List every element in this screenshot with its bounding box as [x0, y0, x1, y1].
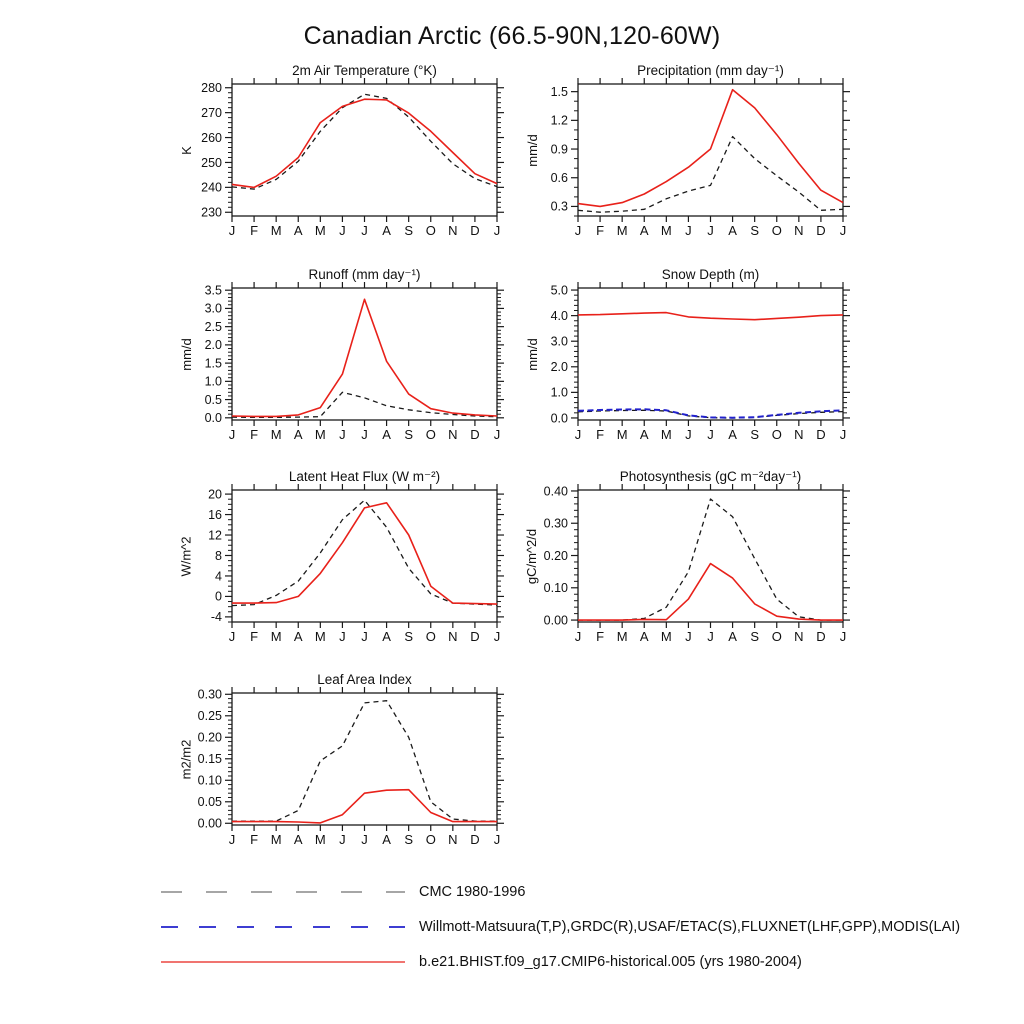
series-line-2: [578, 313, 843, 320]
series-line-0: [232, 94, 497, 189]
month-label: O: [425, 223, 436, 238]
month-label: J: [574, 223, 582, 238]
y-tick-label: 0.00: [543, 613, 568, 628]
y-tick-label: 0.30: [197, 687, 222, 702]
series-line-1: [232, 99, 497, 187]
chart-runoff: [172, 268, 512, 460]
y-axis-label: m2/m2: [178, 739, 194, 779]
y-tick-label: 20: [208, 487, 222, 502]
month-label: J: [493, 832, 501, 847]
month-label: J: [707, 223, 714, 238]
chart-canvas: [172, 64, 512, 256]
month-label: M: [616, 629, 628, 644]
y-tick-label: -4: [210, 610, 222, 625]
y-tick-label: 0.30: [543, 516, 568, 531]
month-label: A: [293, 832, 303, 847]
chart-canvas: [172, 268, 512, 460]
chart-title: Snow Depth (m): [661, 267, 760, 282]
month-label: O: [771, 629, 782, 644]
month-label: J: [228, 629, 236, 644]
y-axis-label: gC/m^2/d: [524, 528, 540, 584]
y-tick-label: 16: [208, 507, 222, 522]
month-label: O: [425, 832, 436, 847]
chart-canvas: [172, 470, 512, 662]
month-label: J: [339, 223, 346, 238]
month-label: O: [425, 427, 436, 442]
legend-label: CMC 1980-1996: [419, 883, 526, 900]
month-label: F: [250, 832, 259, 847]
chart-latent-heat-flux: [172, 470, 512, 662]
month-label: F: [596, 629, 605, 644]
month-label: M: [270, 223, 282, 238]
y-tick-label: 250: [201, 155, 222, 170]
y-tick-label: 2.5: [204, 319, 222, 334]
month-label: D: [470, 832, 480, 847]
y-tick-label: 0.9: [550, 142, 568, 157]
month-label: J: [685, 427, 692, 442]
y-tick-label: 0.5: [204, 392, 222, 407]
chart-title: Latent Heat Flux (W m⁻²): [288, 469, 441, 484]
legend-swatch-dashed-gray: [160, 889, 406, 895]
month-label: M: [314, 223, 326, 238]
month-label: J: [574, 629, 582, 644]
legend-item-observations: [160, 909, 960, 944]
month-label: A: [382, 223, 391, 238]
month-label: A: [639, 427, 649, 442]
legend-swatch-solid-red: [160, 959, 406, 965]
month-label: D: [470, 223, 480, 238]
y-axis-label: K: [178, 145, 194, 155]
y-tick-label: 4: [215, 569, 222, 584]
chart-title: Runoff (mm day⁻¹): [308, 267, 421, 282]
chart-title: Photosynthesis (gC m⁻²day⁻¹): [619, 469, 802, 484]
month-label: N: [448, 223, 458, 238]
month-label: M: [616, 223, 628, 238]
y-axis-label: mm/d: [524, 133, 540, 167]
page-title: Canadian Arctic (66.5-90N,120-60W): [303, 22, 721, 50]
y-tick-label: 0.10: [197, 773, 222, 788]
month-label: F: [596, 223, 605, 238]
y-axis-label: mm/d: [524, 337, 540, 371]
chart-leaf-area-index: [172, 673, 512, 865]
y-tick-label: 0.05: [197, 795, 222, 810]
chart-title: Leaf Area Index: [317, 672, 412, 687]
month-label: A: [728, 427, 737, 442]
y-tick-label: 1.0: [550, 385, 568, 400]
month-label: D: [816, 223, 826, 238]
month-label: N: [794, 223, 804, 238]
y-tick-label: 0: [215, 589, 222, 604]
month-label: S: [404, 223, 414, 238]
month-label: S: [750, 629, 760, 644]
chart-precipitation: [518, 64, 858, 256]
y-tick-label: 4.0: [550, 308, 568, 323]
y-tick-label: 0.6: [550, 171, 568, 186]
axis-box: [578, 288, 843, 420]
month-label: A: [639, 629, 649, 644]
series-line-0: [578, 499, 843, 620]
legend-swatch-dashed-blue: [160, 924, 406, 930]
month-label: A: [382, 427, 391, 442]
y-tick-label: 270: [201, 105, 222, 120]
y-tick-label: 2.0: [550, 360, 568, 375]
month-label: M: [660, 223, 672, 238]
axis-box: [232, 693, 497, 825]
chart-canvas: [172, 673, 512, 865]
month-label: J: [339, 427, 346, 442]
month-label: N: [794, 629, 804, 644]
month-label: J: [574, 427, 582, 442]
month-label: M: [660, 629, 672, 644]
month-label: F: [250, 223, 259, 238]
y-tick-label: 0.40: [543, 484, 568, 499]
axis-box: [232, 288, 497, 420]
month-label: J: [361, 223, 368, 238]
y-tick-label: 0.0: [550, 411, 568, 426]
month-label: J: [228, 832, 236, 847]
month-label: D: [816, 629, 826, 644]
month-label: J: [685, 629, 692, 644]
axis-box: [232, 84, 497, 216]
month-label: J: [228, 427, 236, 442]
series-line-1: [232, 790, 497, 823]
month-label: J: [493, 223, 501, 238]
y-tick-label: 240: [201, 180, 222, 195]
y-tick-label: 280: [201, 81, 222, 96]
y-tick-label: 2.0: [204, 338, 222, 353]
y-tick-label: 0.10: [543, 581, 568, 596]
month-label: A: [639, 223, 649, 238]
month-label: A: [728, 629, 737, 644]
series-line-1: [578, 90, 843, 207]
month-label: M: [314, 427, 326, 442]
month-label: M: [270, 832, 282, 847]
month-label: S: [750, 223, 760, 238]
month-label: M: [314, 832, 326, 847]
month-label: M: [616, 427, 628, 442]
series-line-0: [232, 701, 497, 821]
chart-air-temperature: [172, 64, 512, 256]
y-tick-label: 0.3: [550, 199, 568, 214]
y-tick-label: 1.2: [550, 113, 568, 128]
y-tick-label: 0.00: [197, 816, 222, 831]
series-line-1: [232, 299, 497, 416]
month-label: J: [839, 427, 847, 442]
chart-canvas: [518, 470, 858, 662]
legend-label: b.e21.BHIST.f09_g17.CMIP6-historical.005 (yrs 1980-2004): [419, 953, 802, 970]
month-label: F: [596, 427, 605, 442]
y-axis-label: mm/d: [178, 337, 194, 371]
month-label: J: [339, 832, 346, 847]
legend-label: Willmott-Matsuura(T,P),GRDC(R),USAF/ETAC(S),FLUXNET(LHF,GPP),MODIS(LAI): [419, 918, 961, 935]
y-tick-label: 230: [201, 205, 222, 220]
y-tick-label: 1.0: [204, 374, 222, 389]
month-label: J: [839, 629, 847, 644]
month-label: J: [361, 427, 368, 442]
y-tick-label: 1.5: [550, 84, 568, 99]
month-label: N: [448, 832, 458, 847]
month-label: D: [816, 427, 826, 442]
y-tick-label: 3.0: [204, 301, 222, 316]
month-label: O: [771, 223, 782, 238]
month-label: S: [750, 427, 760, 442]
y-tick-label: 0.15: [197, 752, 222, 767]
month-label: M: [660, 427, 672, 442]
chart-photosynthesis: [518, 470, 858, 662]
month-label: J: [493, 427, 501, 442]
series-line-1: [232, 503, 497, 604]
chart-canvas: [518, 64, 858, 256]
month-label: M: [270, 427, 282, 442]
month-label: J: [839, 223, 847, 238]
y-tick-label: 0.20: [197, 730, 222, 745]
month-label: J: [339, 629, 346, 644]
y-tick-label: 8: [215, 548, 222, 563]
legend: [160, 874, 960, 979]
month-label: S: [404, 629, 414, 644]
month-label: F: [250, 629, 259, 644]
legend-item-model: [160, 944, 960, 979]
y-tick-label: 0.25: [197, 709, 222, 724]
month-label: J: [707, 427, 714, 442]
month-label: S: [404, 832, 414, 847]
month-label: D: [470, 427, 480, 442]
month-label: D: [470, 629, 480, 644]
month-label: A: [293, 629, 303, 644]
month-label: A: [293, 223, 303, 238]
month-label: N: [794, 427, 804, 442]
month-label: O: [771, 427, 782, 442]
series-line-1: [578, 564, 843, 621]
y-tick-label: 0.0: [204, 411, 222, 426]
y-tick-label: 12: [208, 528, 222, 543]
month-label: J: [685, 223, 692, 238]
chart-snow-depth: [518, 268, 858, 460]
month-label: N: [448, 427, 458, 442]
month-label: A: [382, 629, 391, 644]
y-tick-label: 0.20: [543, 548, 568, 563]
y-axis-label: W/m^2: [178, 535, 194, 577]
chart-title: 2m Air Temperature (°K): [292, 63, 437, 78]
month-label: M: [270, 629, 282, 644]
month-label: A: [382, 832, 391, 847]
y-tick-label: 3.5: [204, 283, 222, 298]
y-tick-label: 5.0: [550, 283, 568, 298]
month-label: J: [707, 629, 714, 644]
chart-title: Precipitation (mm day⁻¹): [637, 63, 784, 78]
month-label: N: [448, 629, 458, 644]
y-tick-label: 3.0: [550, 334, 568, 349]
axis-box: [578, 490, 843, 622]
month-label: J: [361, 832, 368, 847]
series-line-0: [232, 500, 497, 605]
month-label: F: [250, 427, 259, 442]
month-label: S: [404, 427, 414, 442]
month-label: A: [293, 427, 303, 442]
y-tick-label: 1.5: [204, 356, 222, 371]
month-label: A: [728, 223, 737, 238]
chart-canvas: [518, 268, 858, 460]
month-label: J: [228, 223, 236, 238]
month-label: J: [493, 629, 501, 644]
month-label: J: [361, 629, 368, 644]
month-label: M: [314, 629, 326, 644]
legend-item-cmc: [160, 874, 960, 909]
month-label: O: [425, 629, 436, 644]
y-tick-label: 260: [201, 130, 222, 145]
